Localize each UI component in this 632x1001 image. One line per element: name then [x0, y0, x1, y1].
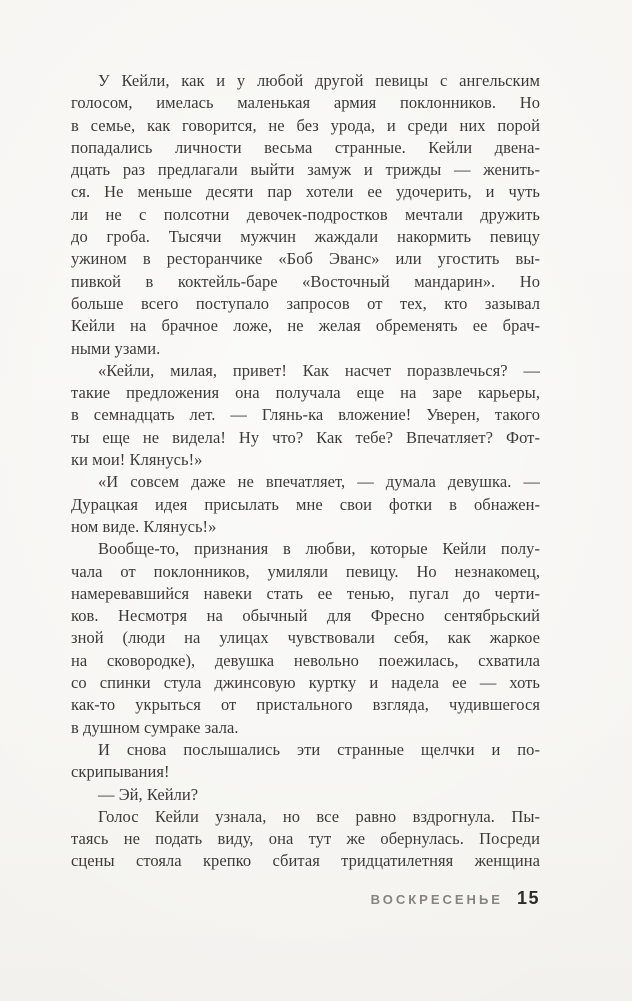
text-line: на сковородке), девушка невольно поежилась, схватила — [71, 650, 540, 670]
text-block — [71, 70, 540, 873]
paragraph — [71, 70, 540, 360]
paragraph — [71, 471, 540, 538]
text-line: больше всего поступало запросов от тех, кто зазывал — [71, 293, 540, 313]
text-line: чала от поклонников, умиляли певицу. Но незнакомец, — [71, 561, 540, 581]
page-number: 15 — [516, 888, 540, 908]
text-line: ли не с полсотни девочек-подростков мечтали дружить — [71, 204, 540, 224]
text-line: ся. Не меньше десяти пар хотели ее удочерить, и чуть — [71, 182, 540, 202]
text-line: — Эй, Кейли? — [98, 784, 199, 804]
paragraph — [71, 360, 540, 471]
text-line: ужином в ресторанчике «Боб Эванс» или угостить вы- — [71, 249, 540, 269]
text-line: У Кейли, как и у любой другой певицы с ангельским — [98, 71, 540, 90]
text-line: до гроба. Тысячи мужчин жаждали накормить певицу — [71, 227, 540, 247]
text-line: в семнадцать лет. — Глянь-ка вложение! Уверен, такого — [71, 405, 540, 425]
text-line: ными узами. — [71, 338, 161, 358]
text-line: скрипывания! — [71, 762, 170, 782]
text-line: намеревавшийся навеки стать ее тенью, пугал до черти- — [71, 583, 540, 603]
text-line: со спинки стула джинсовую куртку и надела ее — хоть — [71, 673, 540, 693]
text-line: ки мои! Клянусь!» — [71, 450, 203, 470]
text-line: в душном сумраке зала. — [71, 717, 239, 737]
text-line: голосом, имелась маленькая армия поклонников. Но — [71, 93, 540, 113]
text-line: И снова послышались эти странные щелчки и по- — [98, 739, 540, 759]
text-line: такие предложения она получала еще на заре карьеры, — [71, 383, 540, 403]
text-line: таясь не подать виду, она тут же обернулась. Посреди — [71, 829, 540, 849]
page-footer — [71, 888, 540, 909]
paragraph — [71, 806, 540, 873]
text-line: попадались личности весьма странные. Кейли двена- — [71, 137, 540, 157]
text-line: ков. Несмотря на обычный для Фресно сентябрьский — [71, 606, 540, 626]
text-line: пивкой в коктейль-баре «Восточный мандарин». Но — [71, 271, 540, 291]
text-line: сцены стояла крепко сбитая тридцатилетняя женщина — [71, 851, 540, 871]
paragraph — [71, 739, 540, 784]
chapter-label: ВОСКРЕСЕНЬЕ — [370, 892, 503, 907]
paragraph — [71, 538, 540, 739]
text-line: в семье, как говорится, не без урода, и среди них порой — [71, 115, 540, 135]
text-line: Голос Кейли узнала, но все равно вздрогнула. Пы- — [98, 806, 540, 826]
text-line: дцать раз предлагали выйти замуж и трижды — женить- — [71, 160, 540, 180]
text-line: Дурацкая идея присылать мне свои фотки в обнажен- — [71, 494, 540, 514]
text-line: ты еще не видела! Ну что? Как тебе? Впечатляет? Фот- — [71, 427, 540, 447]
paragraph — [71, 784, 540, 806]
text-line: «И совсем даже не впечатляет, — думала девушка. — — [98, 472, 540, 492]
text-line: Кейли на брачное ложе, не желая обременять ее брач- — [71, 316, 540, 336]
text-line: зной (люди на улицах чувствовали себя, как жаркое — [71, 628, 540, 648]
text-line: ном виде. Клянусь!» — [71, 516, 217, 536]
text-line: Вообще-то, признания в любви, которые Кейли полу- — [98, 539, 540, 559]
text-line: как-то укрыться от пристального взгляда, чудившегося — [71, 695, 540, 715]
text-line: «Кейли, милая, привет! Как насчет поразвлечься? — — [98, 360, 540, 380]
